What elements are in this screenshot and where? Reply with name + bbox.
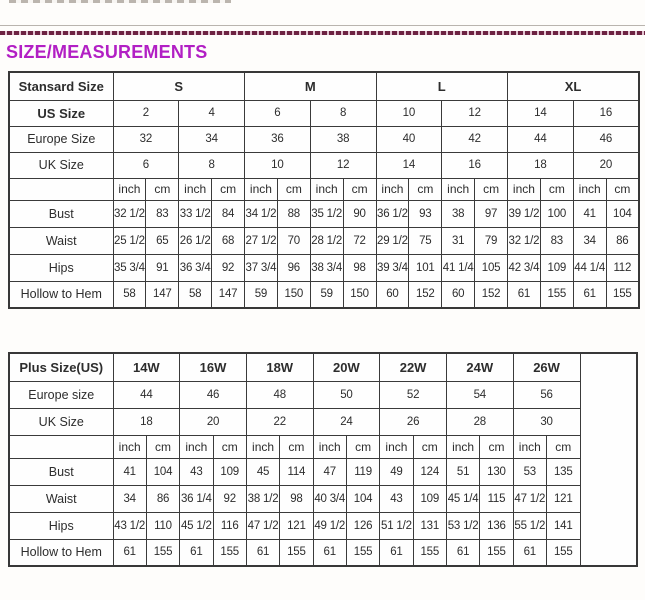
measurement-value: 35 3/4 [113, 254, 146, 281]
unit-label: cm [480, 435, 513, 458]
horizontal-rule [0, 25, 645, 26]
size-group-label: M [245, 72, 377, 100]
row-label: Waist [9, 485, 113, 512]
size-value: 32 [113, 126, 179, 152]
size-group-label: 22W [380, 353, 447, 381]
measurement-value: 34 [113, 485, 146, 512]
measurement-value: 43 [380, 485, 413, 512]
measurement-value: 35 1/2 [310, 200, 343, 227]
measurement-value: 59 [245, 281, 278, 308]
unit-label: inch [446, 435, 479, 458]
measurement-value: 61 [573, 281, 606, 308]
measurement-value: 155 [480, 539, 513, 566]
measurement-value: 150 [343, 281, 376, 308]
size-value: 12 [442, 100, 508, 126]
size-value: 48 [246, 381, 313, 408]
measurement-value: 29 1/2 [376, 227, 409, 254]
measurement-value: 43 1/2 [113, 512, 146, 539]
measurement-value: 155 [213, 539, 246, 566]
standard-size-table [8, 71, 640, 309]
measurement-value: 41 1/4 [442, 254, 475, 281]
measurement-value: 41 [573, 200, 606, 227]
size-value: 36 [245, 126, 311, 152]
measurement-value: 104 [346, 485, 379, 512]
row-label: US Size [9, 100, 113, 126]
measurement-value: 28 1/2 [310, 227, 343, 254]
unit-label: inch [376, 178, 409, 200]
measurement-value: 155 [146, 539, 179, 566]
measurement-value: 49 1/2 [313, 512, 346, 539]
size-value: 22 [246, 408, 313, 435]
row-label: Hollow to Hem [9, 539, 113, 566]
size-value: 16 [573, 100, 639, 126]
measurement-value: 115 [480, 485, 513, 512]
size-group-label: 18W [246, 353, 313, 381]
measurement-value: 131 [413, 512, 446, 539]
measurement-value: 36 3/4 [179, 254, 212, 281]
measurement-value: 26 1/2 [179, 227, 212, 254]
measurement-value: 121 [280, 512, 313, 539]
measurement-value: 155 [540, 281, 573, 308]
measurement-value: 61 [313, 539, 346, 566]
size-value: 30 [513, 408, 580, 435]
measurement-value: 109 [213, 458, 246, 485]
size-value: 20 [180, 408, 247, 435]
measurement-value: 31 [442, 227, 475, 254]
size-value: 24 [313, 408, 380, 435]
measurement-value: 150 [277, 281, 310, 308]
size-value: 56 [513, 381, 580, 408]
measurement-value: 40 3/4 [313, 485, 346, 512]
measurement-value: 45 [246, 458, 279, 485]
measurement-value: 32 1/2 [508, 227, 541, 254]
measurement-value: 47 1/2 [246, 512, 279, 539]
measurement-value: 49 [380, 458, 413, 485]
measurement-value: 39 1/2 [508, 200, 541, 227]
measurement-value: 104 [146, 458, 179, 485]
size-value: 8 [179, 152, 245, 178]
size-value: 14 [376, 152, 442, 178]
size-value: 50 [313, 381, 380, 408]
measurement-value: 72 [343, 227, 376, 254]
measurement-value: 93 [409, 200, 442, 227]
measurement-value: 152 [475, 281, 508, 308]
size-value: 20 [573, 152, 639, 178]
unit-label: cm [409, 178, 442, 200]
measurement-value: 155 [280, 539, 313, 566]
dashed-divider [0, 31, 645, 35]
measurement-value: 61 [380, 539, 413, 566]
unit-label: inch [245, 178, 278, 200]
row-label: Europe Size [9, 126, 113, 152]
measurement-value: 65 [146, 227, 179, 254]
measurement-value: 58 [113, 281, 146, 308]
measurement-value: 97 [475, 200, 508, 227]
size-group-label: 20W [313, 353, 380, 381]
row-label: Hollow to Hem [9, 281, 113, 308]
measurement-value: 147 [146, 281, 179, 308]
size-value: 34 [179, 126, 245, 152]
measurement-value: 70 [277, 227, 310, 254]
corner-label: Stansard Size [9, 72, 113, 100]
measurement-value: 141 [546, 512, 580, 539]
measurement-value: 100 [540, 200, 573, 227]
measurement-value: 45 1/2 [180, 512, 213, 539]
measurement-value: 32 1/2 [113, 200, 146, 227]
row-label [9, 435, 113, 458]
row-label: Hips [9, 254, 113, 281]
unit-label: cm [346, 435, 379, 458]
size-value: 10 [376, 100, 442, 126]
measurement-value: 39 3/4 [376, 254, 409, 281]
measurement-value: 105 [475, 254, 508, 281]
unit-label: cm [146, 178, 179, 200]
size-group-label: 26W [513, 353, 580, 381]
size-value: 2 [113, 100, 179, 126]
size-value: 40 [376, 126, 442, 152]
measurement-value: 60 [442, 281, 475, 308]
row-label: UK Size [9, 152, 113, 178]
measurement-value: 75 [409, 227, 442, 254]
measurement-value: 98 [280, 485, 313, 512]
size-value: 46 [180, 381, 247, 408]
measurement-value: 155 [606, 281, 639, 308]
size-value: 16 [442, 152, 508, 178]
unit-label: cm [277, 178, 310, 200]
measurement-value: 121 [546, 485, 580, 512]
size-value: 10 [245, 152, 311, 178]
measurement-value: 86 [146, 485, 179, 512]
measurement-value: 61 [113, 539, 146, 566]
measurement-value: 152 [409, 281, 442, 308]
measurement-value: 51 1/2 [380, 512, 413, 539]
size-value: 4 [179, 100, 245, 126]
measurement-value: 155 [346, 539, 379, 566]
page-title: SIZE/MEASUREMENTS [6, 42, 208, 62]
size-value: 38 [310, 126, 376, 152]
size-value: 44 [113, 381, 180, 408]
measurement-value: 59 [310, 281, 343, 308]
size-group-label: 14W [113, 353, 180, 381]
unit-label: inch [246, 435, 279, 458]
row-label: UK Size [9, 408, 113, 435]
measurement-value: 36 1/2 [376, 200, 409, 227]
measurement-value: 114 [280, 458, 313, 485]
size-value: 54 [446, 381, 513, 408]
measurement-value: 104 [606, 200, 639, 227]
measurement-value: 33 1/2 [179, 200, 212, 227]
unit-label: inch [179, 178, 212, 200]
unit-label: inch [442, 178, 475, 200]
measurement-value: 79 [475, 227, 508, 254]
measurement-value: 51 [446, 458, 479, 485]
size-value: 18 [113, 408, 180, 435]
measurement-value: 27 1/2 [245, 227, 278, 254]
size-group-label: S [113, 72, 245, 100]
measurement-value: 61 [513, 539, 546, 566]
measurement-value: 109 [540, 254, 573, 281]
measurement-value: 119 [346, 458, 379, 485]
measurement-value: 112 [606, 254, 639, 281]
size-value: 28 [446, 408, 513, 435]
measurement-value: 110 [146, 512, 179, 539]
measurement-value: 38 1/2 [246, 485, 279, 512]
measurement-value: 83 [540, 227, 573, 254]
unit-label: cm [280, 435, 313, 458]
measurement-value: 96 [277, 254, 310, 281]
unit-label: cm [475, 178, 508, 200]
measurement-value: 101 [409, 254, 442, 281]
measurement-value: 45 1/4 [446, 485, 479, 512]
measurement-value: 61 [246, 539, 279, 566]
row-label: Bust [9, 200, 113, 227]
measurement-value: 91 [146, 254, 179, 281]
measurement-value: 86 [606, 227, 639, 254]
measurement-value: 53 1/2 [446, 512, 479, 539]
measurement-value: 84 [212, 200, 245, 227]
measurement-value: 126 [346, 512, 379, 539]
cropped-text-fragment [9, 0, 231, 3]
measurement-value: 47 1/2 [513, 485, 546, 512]
measurement-value: 60 [376, 281, 409, 308]
measurement-value: 135 [546, 458, 580, 485]
plus-size-table [8, 352, 638, 567]
measurement-value: 147 [212, 281, 245, 308]
size-value: 52 [380, 381, 447, 408]
measurement-value: 92 [212, 254, 245, 281]
size-value: 46 [573, 126, 639, 152]
measurement-value: 124 [413, 458, 446, 485]
measurement-value: 43 [180, 458, 213, 485]
unit-label: inch [380, 435, 413, 458]
measurement-value: 34 1/2 [245, 200, 278, 227]
measurement-value: 55 1/2 [513, 512, 546, 539]
unit-label: inch [573, 178, 606, 200]
measurement-value: 116 [213, 512, 246, 539]
measurement-value: 53 [513, 458, 546, 485]
measurement-value: 130 [480, 458, 513, 485]
row-label: Waist [9, 227, 113, 254]
row-label: Bust [9, 458, 113, 485]
size-value: 6 [113, 152, 179, 178]
row-label: Europe size [9, 381, 113, 408]
measurement-value: 34 [573, 227, 606, 254]
measurement-value: 90 [343, 200, 376, 227]
measurement-value: 42 3/4 [508, 254, 541, 281]
measurement-value: 44 1/4 [573, 254, 606, 281]
measurement-value: 36 1/4 [180, 485, 213, 512]
unit-label: inch [113, 435, 146, 458]
corner-label: Plus Size(US) [9, 353, 113, 381]
unit-label: inch [508, 178, 541, 200]
measurement-value: 98 [343, 254, 376, 281]
measurement-value: 61 [180, 539, 213, 566]
measurement-value: 38 3/4 [310, 254, 343, 281]
size-value: 42 [442, 126, 508, 152]
unit-label: cm [546, 435, 580, 458]
size-value: 14 [508, 100, 574, 126]
unit-label: cm [212, 178, 245, 200]
measurement-value: 88 [277, 200, 310, 227]
row-label [9, 178, 113, 200]
size-value: 18 [508, 152, 574, 178]
measurement-value: 47 [313, 458, 346, 485]
measurement-value: 155 [546, 539, 580, 566]
size-value: 44 [508, 126, 574, 152]
unit-label: cm [413, 435, 446, 458]
size-value: 12 [310, 152, 376, 178]
size-group-label: L [376, 72, 508, 100]
measurement-value: 38 [442, 200, 475, 227]
measurement-value: 68 [212, 227, 245, 254]
measurement-value: 58 [179, 281, 212, 308]
measurement-value: 25 1/2 [113, 227, 146, 254]
measurement-value: 37 3/4 [245, 254, 278, 281]
measurement-value: 41 [113, 458, 146, 485]
empty-column [580, 353, 637, 566]
size-group-label: XL [508, 72, 640, 100]
size-value: 8 [310, 100, 376, 126]
row-label: Hips [9, 512, 113, 539]
size-group-label: 24W [446, 353, 513, 381]
unit-label: cm [213, 435, 246, 458]
unit-label: inch [513, 435, 546, 458]
measurement-value: 61 [508, 281, 541, 308]
unit-label: inch [180, 435, 213, 458]
unit-label: cm [606, 178, 639, 200]
size-value: 6 [245, 100, 311, 126]
size-value: 26 [380, 408, 447, 435]
measurement-value: 92 [213, 485, 246, 512]
unit-label: inch [313, 435, 346, 458]
unit-label: cm [343, 178, 376, 200]
measurement-value: 61 [446, 539, 479, 566]
measurement-value: 109 [413, 485, 446, 512]
unit-label: inch [310, 178, 343, 200]
measurement-value: 83 [146, 200, 179, 227]
unit-label: cm [146, 435, 179, 458]
size-group-label: 16W [180, 353, 247, 381]
measurement-value: 155 [413, 539, 446, 566]
measurement-value: 136 [480, 512, 513, 539]
unit-label: cm [540, 178, 573, 200]
unit-label: inch [113, 178, 146, 200]
